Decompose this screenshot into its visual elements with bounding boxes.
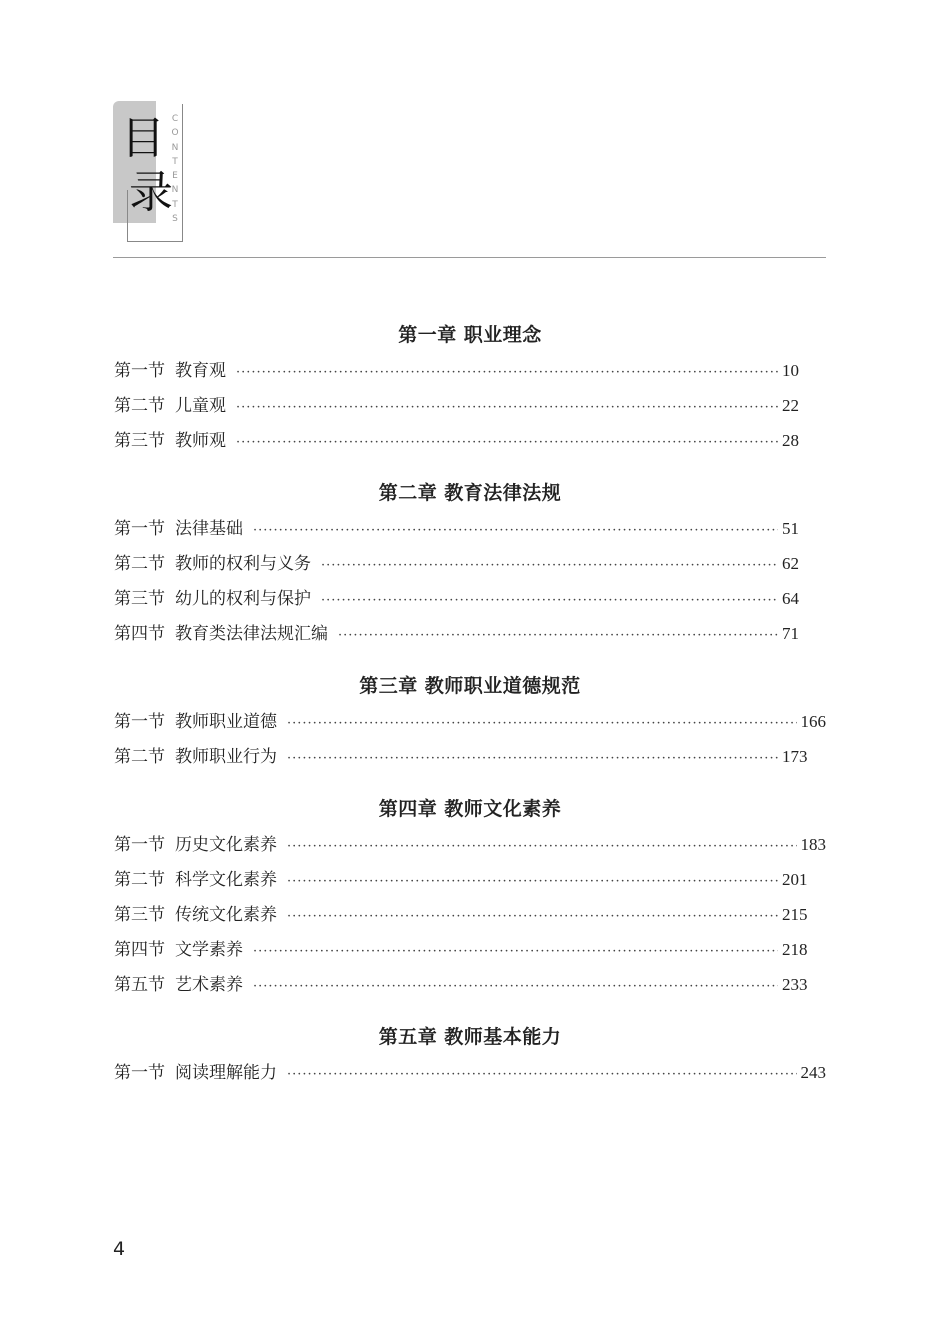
toc-entry[interactable] bbox=[114, 388, 826, 423]
header-frame-right-line bbox=[182, 104, 183, 242]
dot-leader bbox=[287, 829, 797, 864]
dot-leader bbox=[287, 741, 778, 776]
section-number: 第一节 bbox=[114, 361, 165, 381]
dot-leader bbox=[236, 390, 778, 425]
section-page-number: 28 bbox=[782, 431, 799, 450]
chapter-title: 第三章 教师职业道德规范 bbox=[359, 675, 581, 697]
section-number: 第三节 bbox=[114, 589, 165, 609]
section-title: 艺术素养 bbox=[175, 975, 243, 995]
chapter-block bbox=[114, 476, 826, 651]
dot-leader bbox=[253, 934, 778, 969]
section-page-number: 215 bbox=[782, 905, 808, 924]
chapter-title: 第五章 教师基本能力 bbox=[378, 1026, 562, 1048]
toc-entry[interactable] bbox=[114, 862, 826, 897]
section-title: 教师职业道德 bbox=[175, 712, 277, 732]
chapter-title: 第一章 职业理念 bbox=[398, 324, 542, 346]
toc-entry[interactable] bbox=[114, 897, 826, 932]
chapter-block bbox=[114, 669, 826, 774]
section-number: 第四节 bbox=[114, 940, 165, 960]
section-page-number: 183 bbox=[800, 835, 826, 854]
section-number: 第一节 bbox=[114, 712, 165, 732]
contents-letter: T bbox=[172, 199, 178, 210]
dot-leader bbox=[253, 513, 778, 548]
toc-entry[interactable] bbox=[114, 704, 826, 739]
section-number: 第二节 bbox=[114, 396, 165, 416]
chapter-block bbox=[114, 792, 826, 1002]
contents-letter: O bbox=[171, 128, 179, 139]
contents-letter: E bbox=[172, 171, 178, 182]
dot-leader bbox=[236, 425, 778, 460]
section-page-number: 64 bbox=[782, 589, 799, 608]
toc-entry[interactable] bbox=[114, 546, 826, 581]
dot-leader bbox=[287, 899, 778, 934]
toc-entry[interactable] bbox=[114, 967, 826, 1002]
section-page-number: 218 bbox=[782, 940, 808, 959]
section-page-number: 173 bbox=[782, 747, 808, 766]
section-title: 幼儿的权利与保护 bbox=[175, 589, 311, 609]
toc-heading-char-2: 录 bbox=[129, 167, 173, 218]
toc-heading bbox=[121, 112, 171, 220]
section-number: 第二节 bbox=[114, 870, 165, 890]
section-number: 第一节 bbox=[114, 835, 165, 855]
section-page-number: 201 bbox=[782, 870, 808, 889]
toc-entry[interactable] bbox=[114, 616, 826, 651]
section-number: 第四节 bbox=[114, 624, 165, 644]
section-page-number: 166 bbox=[800, 712, 826, 731]
contents-letter: N bbox=[171, 142, 179, 153]
dot-leader bbox=[338, 618, 778, 653]
section-page-number: 243 bbox=[800, 1063, 826, 1082]
section-number: 第三节 bbox=[114, 905, 165, 925]
section-title: 历史文化素养 bbox=[175, 835, 277, 855]
section-title: 教育观 bbox=[175, 361, 226, 381]
section-number: 第二节 bbox=[114, 554, 165, 574]
contents-letter: S bbox=[172, 214, 178, 225]
dot-leader bbox=[321, 548, 778, 583]
page-number: 4 bbox=[113, 1238, 126, 1260]
section-title: 阅读理解能力 bbox=[175, 1063, 277, 1083]
header-divider bbox=[113, 257, 826, 258]
section-page-number: 51 bbox=[782, 519, 799, 538]
dot-leader bbox=[287, 864, 778, 899]
toc-heading-char-1: 目 bbox=[121, 113, 165, 164]
dot-leader bbox=[236, 355, 778, 390]
contents-letter: N bbox=[171, 185, 179, 196]
section-title: 儿童观 bbox=[175, 396, 226, 416]
section-title: 法律基础 bbox=[175, 519, 243, 539]
section-number: 第二节 bbox=[114, 747, 165, 767]
chapter-block bbox=[114, 318, 826, 458]
section-page-number: 10 bbox=[782, 361, 799, 380]
section-page-number: 22 bbox=[782, 396, 799, 415]
section-title: 教师观 bbox=[175, 431, 226, 451]
section-title: 科学文化素养 bbox=[175, 870, 277, 890]
section-title: 教师的权利与义务 bbox=[175, 554, 311, 574]
header-frame-bottom-line bbox=[127, 241, 183, 242]
chapter-title: 第二章 教育法律法规 bbox=[378, 482, 562, 504]
toc-entry[interactable] bbox=[114, 739, 826, 774]
table-of-contents bbox=[114, 300, 826, 1090]
section-title: 教师职业行为 bbox=[175, 747, 277, 767]
section-page-number: 71 bbox=[782, 624, 799, 643]
toc-entry[interactable] bbox=[114, 353, 826, 388]
section-number: 第一节 bbox=[114, 1063, 165, 1083]
toc-entry[interactable] bbox=[114, 932, 826, 967]
section-page-number: 62 bbox=[782, 554, 799, 573]
section-number: 第五节 bbox=[114, 975, 165, 995]
chapter-title: 第四章 教师文化素养 bbox=[378, 798, 562, 820]
contents-letter: C bbox=[171, 114, 179, 124]
contents-letter: T bbox=[172, 156, 178, 167]
dot-leader bbox=[287, 706, 797, 741]
section-page-number: 233 bbox=[782, 975, 808, 994]
toc-entry[interactable] bbox=[114, 511, 826, 546]
section-title: 文学素养 bbox=[175, 940, 243, 960]
contents-vertical-label bbox=[168, 112, 182, 226]
dot-leader bbox=[321, 583, 778, 618]
dot-leader bbox=[253, 969, 778, 1004]
chapter-block bbox=[114, 1020, 826, 1090]
section-number: 第三节 bbox=[114, 431, 165, 451]
section-title: 教育类法律法规汇编 bbox=[175, 624, 328, 644]
section-title: 传统文化素养 bbox=[175, 905, 277, 925]
dot-leader bbox=[287, 1057, 797, 1092]
section-number: 第一节 bbox=[114, 519, 165, 539]
toc-entry[interactable] bbox=[114, 581, 826, 616]
toc-entry[interactable] bbox=[114, 827, 826, 862]
toc-entry[interactable] bbox=[114, 423, 826, 458]
toc-entry[interactable] bbox=[114, 1055, 826, 1090]
